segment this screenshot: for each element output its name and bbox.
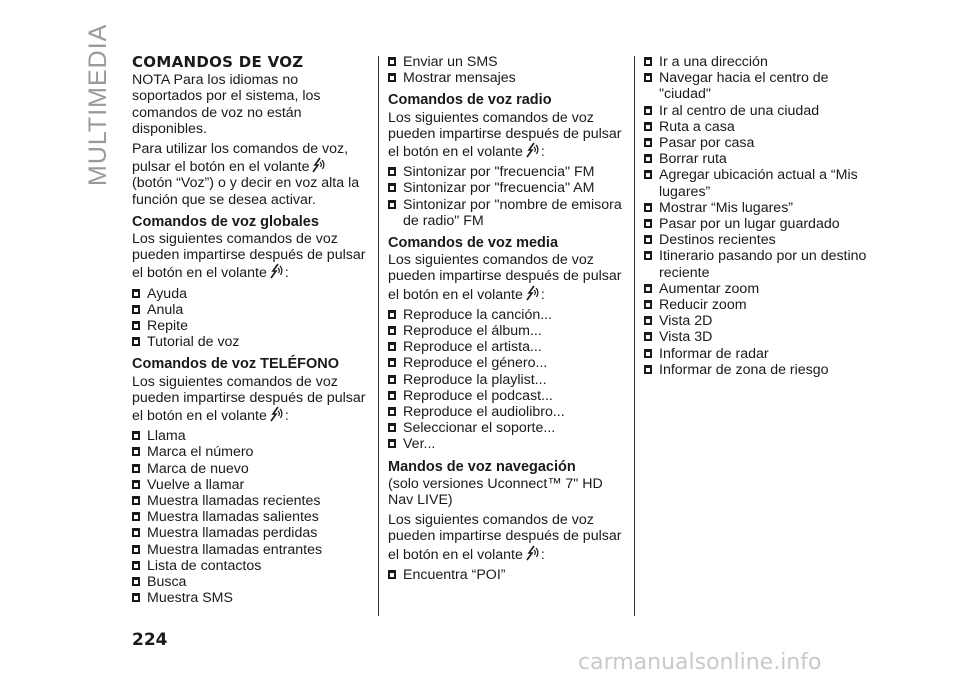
list-item (132, 590, 368, 606)
list-item (388, 339, 624, 355)
list-item (132, 574, 368, 590)
list-item-text: Llama (147, 428, 186, 445)
list-item-text: Mostrar “Mis lugares” (659, 199, 794, 216)
list-item (388, 436, 624, 452)
list-item-text: Reproduce el artista... (403, 339, 542, 356)
list-item-text: Informar de radar (659, 345, 769, 362)
bullet-square-icon (132, 593, 140, 602)
bullet-square-icon (132, 321, 140, 330)
column-divider (378, 56, 379, 616)
bullet-square-icon (644, 251, 652, 260)
list-item (388, 197, 624, 229)
list-item-text: Destinos recientes (659, 232, 776, 249)
command-list (388, 567, 624, 583)
list-item-text: Sintonizar por "frecuencia" FM (403, 164, 595, 181)
list-item-text: Aumentar zoom (659, 280, 760, 297)
list-item (644, 54, 880, 70)
command-list (132, 428, 368, 606)
bullet-square-icon (388, 167, 396, 176)
section-heading: Comandos de voz globales (132, 213, 319, 230)
list-item (132, 509, 368, 525)
bullet-square-icon (388, 407, 396, 416)
list-item (644, 103, 880, 119)
bullet-square-icon (132, 305, 140, 314)
bullet-square-icon (644, 154, 652, 163)
bullet-square-icon (388, 358, 396, 367)
list-item (644, 135, 880, 151)
list-item-text: Vista 2D (659, 313, 713, 330)
bullet-square-icon (132, 528, 140, 537)
paragraph (388, 252, 624, 303)
paragraph-text: Los siguientes comandos de voz pueden impartirse después de pulsar el botón en el volante (388, 512, 622, 563)
list-item (644, 216, 880, 232)
bullet-square-icon (132, 545, 140, 554)
list-item (644, 362, 880, 378)
list-item (132, 334, 368, 350)
list-item (644, 70, 880, 102)
section-side-label-text: MULTIMEDIA (84, 23, 112, 186)
list-item-text: Reproduce el audiolibro... (403, 404, 565, 421)
paragraph-text: : (284, 408, 289, 425)
list-item (388, 180, 624, 196)
paragraph (132, 141, 368, 208)
list-item-text: Reproduce el álbum... (403, 323, 542, 340)
list-item (388, 404, 624, 420)
list-item (644, 167, 880, 199)
section-heading: Comandos de voz media (388, 235, 559, 252)
bullet-square-icon (388, 391, 396, 400)
paragraph-text: : (540, 546, 545, 563)
list-item (644, 248, 880, 280)
voice-command-icon (268, 406, 284, 422)
list-item-text: Reproduce el podcast... (403, 387, 553, 404)
list-item-text: Muestra SMS (147, 590, 233, 607)
column-2 (388, 54, 624, 585)
bullet-square-icon (644, 106, 652, 115)
voice-command-icon (310, 157, 326, 173)
list-item-text: Ir al centro de una ciudad (659, 102, 820, 119)
list-item-text: Borrar ruta (659, 151, 727, 168)
list-item-text: Sintonizar por "nombre de emisora de radio" FM (403, 196, 622, 229)
bullet-square-icon (644, 365, 652, 374)
list-item-text: Enviar un SMS (403, 54, 498, 70)
bullet-square-icon (644, 349, 652, 358)
voice-command-icon (524, 545, 540, 561)
bullet-square-icon (388, 439, 396, 448)
list-item-text: Ver... (403, 436, 436, 453)
list-item-text: Muestra llamadas salientes (147, 509, 319, 526)
list-item (644, 329, 880, 345)
command-list (388, 164, 624, 229)
paragraph-text: Los siguientes comandos de voz pueden impartirse después de pulsar el botón en el volante (132, 231, 366, 282)
list-item-text: Vista 3D (659, 329, 713, 346)
list-item (132, 558, 368, 574)
list-item-text: Muestra llamadas perdidas (147, 525, 318, 542)
bullet-square-icon (644, 122, 652, 131)
command-list (388, 54, 624, 86)
list-item (132, 461, 368, 477)
list-item-text: Reproduce la playlist... (403, 371, 547, 388)
list-item-text: Itinerario pasando por un destino reciente (659, 248, 867, 281)
command-list (388, 307, 624, 453)
list-item-text: Busca (147, 574, 187, 591)
list-item-text: Lista de contactos (147, 557, 262, 574)
paragraph-text: Para utilizar los comandos de voz, pulsar el botón en el volante (132, 141, 349, 176)
page-title: COMANDOS DE VOZ (132, 53, 304, 71)
list-item (132, 477, 368, 493)
list-item (132, 444, 368, 460)
list-item-text: Ruta a casa (659, 118, 735, 135)
paragraph-text: Los siguientes comandos de voz pueden impartirse después de pulsar el botón en el volante (132, 373, 366, 425)
bullet-square-icon (388, 310, 396, 319)
bullet-square-icon (132, 512, 140, 521)
command-list (644, 54, 880, 378)
bullet-square-icon (644, 300, 652, 309)
list-item-text: Agregar ubicación actual a “Mis lugares” (659, 167, 858, 200)
list-item-text: Reducir zoom (659, 297, 747, 314)
paragraph: (solo versiones Uconnect™ 7" HD Nav LIVE) (388, 475, 603, 509)
paragraph (388, 512, 624, 563)
list-item (644, 281, 880, 297)
list-item (388, 372, 624, 388)
column-3 (644, 54, 880, 380)
list-item-text: Repite (147, 318, 189, 335)
paragraph: NOTA Para los idiomas no soportados por el sistema, los comandos de voz no están disponibles. (132, 72, 321, 137)
list-item-text: Mostrar mensajes (403, 70, 516, 87)
paragraph-text: : (540, 286, 545, 303)
list-item (388, 54, 624, 70)
list-item-text: Anula (147, 301, 184, 318)
paragraph (132, 231, 368, 282)
bullet-square-icon (644, 235, 652, 244)
list-item-text: Muestra llamadas entrantes (147, 541, 323, 558)
list-item (644, 151, 880, 167)
paragraph-text: : (284, 265, 289, 282)
list-item (132, 542, 368, 558)
bullet-square-icon (388, 73, 396, 82)
list-item (388, 70, 624, 86)
bullet-square-icon (388, 375, 396, 384)
list-item (644, 346, 880, 362)
list-item (388, 164, 624, 180)
list-item-text: Reproduce el género... (403, 355, 548, 372)
section-side-label (84, 23, 112, 186)
list-item (132, 318, 368, 334)
voice-command-icon (524, 285, 540, 301)
list-item (644, 119, 880, 135)
list-item-text: Tutorial de voz (147, 334, 240, 351)
section-heading: Comandos de voz TELÉFONO (132, 356, 340, 373)
bullet-square-icon (132, 447, 140, 456)
list-item (388, 323, 624, 339)
paragraph (132, 374, 368, 425)
section-heading: Mandos de voz navegación (388, 458, 576, 475)
bullet-square-icon (644, 138, 652, 147)
bullet-square-icon (132, 561, 140, 570)
page-number: 224 (132, 630, 168, 650)
bullet-square-icon (644, 73, 652, 82)
list-item (388, 420, 624, 436)
voice-command-icon (524, 142, 540, 158)
list-item (644, 297, 880, 313)
list-item (132, 286, 368, 302)
paragraph-text: Los siguientes comandos de voz pueden impartirse después de pulsar el botón en el volante (388, 252, 622, 303)
bullet-square-icon (388, 326, 396, 335)
bullet-square-icon (388, 570, 396, 579)
list-item-text: Marca de nuevo (147, 460, 249, 477)
list-item-text: Reproduce la canción... (403, 306, 553, 323)
bullet-square-icon (644, 316, 652, 325)
list-item (388, 388, 624, 404)
column-divider (634, 56, 635, 616)
list-item-text: Ayuda (147, 285, 187, 302)
bullet-square-icon (388, 342, 396, 351)
list-item (644, 313, 880, 329)
bullet-square-icon (644, 284, 652, 293)
watermark: carmanualsonline.info (578, 650, 822, 675)
list-item-text: Informar de zona de riesgo (659, 361, 829, 378)
paragraph-text: : (540, 144, 545, 161)
list-item (388, 307, 624, 323)
bullet-square-icon (644, 57, 652, 66)
bullet-square-icon (644, 219, 652, 228)
list-item-text: Vuelve a llamar (147, 476, 245, 493)
bullet-square-icon (644, 332, 652, 341)
voice-command-icon (268, 263, 284, 279)
list-item-text: Ir a una dirección (659, 54, 768, 70)
bullet-square-icon (132, 431, 140, 440)
paragraph-text: Los siguientes comandos de voz pueden impartirse después de pulsar el botón en el volante (388, 109, 622, 161)
list-item-text: Marca el número (147, 444, 254, 461)
bullet-square-icon (388, 183, 396, 192)
list-item (132, 525, 368, 541)
bullet-square-icon (132, 480, 140, 489)
section-heading: Comandos de voz radio (388, 92, 552, 109)
bullet-square-icon (644, 170, 652, 179)
paragraph-text: (botón “Voz”) o y decir en voz alta la función que se desea activar. (132, 175, 360, 208)
list-item (132, 428, 368, 444)
list-item (132, 493, 368, 509)
list-item-text: Navegar hacia el centro de "ciudad" (659, 70, 829, 103)
bullet-square-icon (132, 289, 140, 298)
command-list (132, 286, 368, 351)
list-item-text: Pasar por un lugar guardado (659, 216, 840, 233)
list-item-text: Sintonizar por "frecuencia" AM (403, 180, 595, 197)
list-item-text: Encuentra “POI” (403, 566, 506, 583)
bullet-square-icon (388, 423, 396, 432)
list-item (388, 567, 624, 583)
list-item-text: Pasar por casa (659, 135, 755, 152)
column-1 (132, 54, 368, 609)
bullet-square-icon (644, 203, 652, 212)
list-item (644, 232, 880, 248)
list-item-text: Seleccionar el soporte... (403, 420, 556, 437)
bullet-square-icon (388, 200, 396, 209)
list-item (388, 355, 624, 371)
bullet-square-icon (132, 577, 140, 586)
paragraph (388, 110, 624, 161)
bullet-square-icon (132, 496, 140, 505)
bullet-square-icon (132, 337, 140, 346)
bullet-square-icon (132, 464, 140, 473)
list-item (644, 200, 880, 216)
bullet-square-icon (388, 57, 396, 66)
list-item-text: Muestra llamadas recientes (147, 493, 321, 510)
list-item (132, 302, 368, 318)
